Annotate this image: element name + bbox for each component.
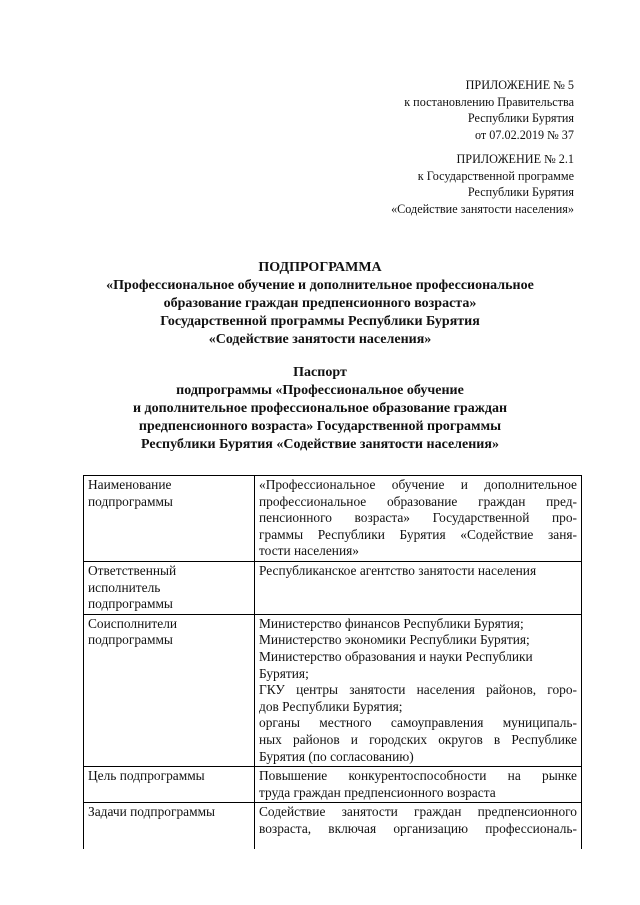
value-line: ных районов и городских округов в Республике: [259, 731, 577, 747]
value-line: Республиканское агентство занятости населения: [259, 562, 537, 578]
value-line: органы местного самоуправления муниципаль-: [259, 715, 577, 731]
row-value: [255, 803, 582, 849]
table-row: [84, 561, 582, 614]
row-label: [84, 767, 255, 803]
title-line: ПОДПРОГРАММА: [258, 260, 382, 275]
value-line: Министерство экономики Республики Бурятия;: [259, 632, 530, 648]
label-line: Ответственный: [88, 562, 177, 578]
title-line: Республики Бурятия «Содействие занятости населения»: [141, 437, 499, 452]
appendix-line: к Государственной программе: [417, 168, 574, 183]
row-label: [84, 803, 255, 849]
value-line: Содействие занятости граждан предпенсионного: [259, 804, 577, 820]
title-line: подпрограммы «Профессиональное обучение: [176, 383, 464, 398]
value-line: Министерство финансов Республики Бурятия;: [259, 615, 524, 631]
table-row: [84, 767, 582, 803]
table-row: [84, 476, 582, 562]
title-line: «Профессиональное обучение и дополнительное профессиональное: [106, 278, 534, 293]
title-line: и дополнительное профессиональное образование граждан: [132, 401, 508, 416]
label-line: Наименование: [88, 477, 172, 492]
row-label: [84, 561, 255, 614]
table-row: [84, 614, 582, 766]
row-value: [255, 561, 582, 614]
appendix-line: Республики Бурятия: [467, 185, 574, 199]
value-line: Повышение конкурентоспособности на рынке: [259, 768, 577, 784]
label-line: Соисполнители: [88, 615, 178, 631]
label-line: Задачи подпрограммы: [88, 804, 216, 820]
label-line: подпрограммы: [88, 493, 173, 509]
label-line: подпрограммы: [88, 632, 173, 648]
value-line: «Профессиональное обучение и дополнительное: [259, 477, 577, 492]
appendix-line: «Содействие занятости населения»: [391, 201, 574, 216]
value-line: пенсионного возраста» Государственной про-: [259, 510, 577, 526]
title-line: Государственной программы Республики Бурятия: [160, 314, 480, 329]
label-line: исполнитель: [88, 579, 161, 595]
value-line: Министерство образования и науки Республики: [259, 648, 533, 664]
title-line: Паспорт: [293, 365, 347, 380]
value-line: возраста, включая организацию профессиональ-: [259, 820, 577, 836]
row-label: [84, 476, 255, 562]
value-line: профессиональное образование граждан пред-: [259, 493, 577, 509]
value-line: дов Республики Бурятия;: [259, 698, 403, 714]
title-line: предпенсионного возраста» Государственной программы: [138, 419, 502, 434]
appendix-line: к постановлению Правительства: [404, 94, 574, 109]
appendix-line: Республики Бурятия: [467, 111, 574, 125]
value-line: Бурятия (по согласованию): [259, 748, 414, 764]
value-line: граммы Республики Бурятия «Содействие заня-: [259, 526, 577, 542]
row-value: [255, 614, 582, 766]
appendix-line: ПРИЛОЖЕНИЕ № 5: [465, 78, 574, 92]
appendix-line: от 07.02.2019 № 37: [474, 127, 574, 142]
title-line: «Содействие занятости населения»: [208, 332, 432, 347]
title-line: образование граждан предпенсионного возраста»: [163, 296, 477, 311]
appendix-line: ПРИЛОЖЕНИЕ № 2.1: [456, 152, 574, 166]
value-line: труда граждан предпенсионного возраста: [259, 784, 496, 800]
label-line: Цель подпрограммы: [88, 768, 205, 784]
value-line: ГКУ центры занятости населения районов, горо-: [259, 682, 577, 698]
row-label: [84, 614, 255, 766]
row-value: [255, 476, 582, 562]
row-value: [255, 767, 582, 803]
label-line: подпрограммы: [88, 596, 173, 612]
passport-table: [83, 475, 582, 849]
value-line: Бурятия;: [259, 665, 309, 681]
value-line: тости населения»: [259, 543, 359, 559]
table-row: [84, 803, 582, 849]
